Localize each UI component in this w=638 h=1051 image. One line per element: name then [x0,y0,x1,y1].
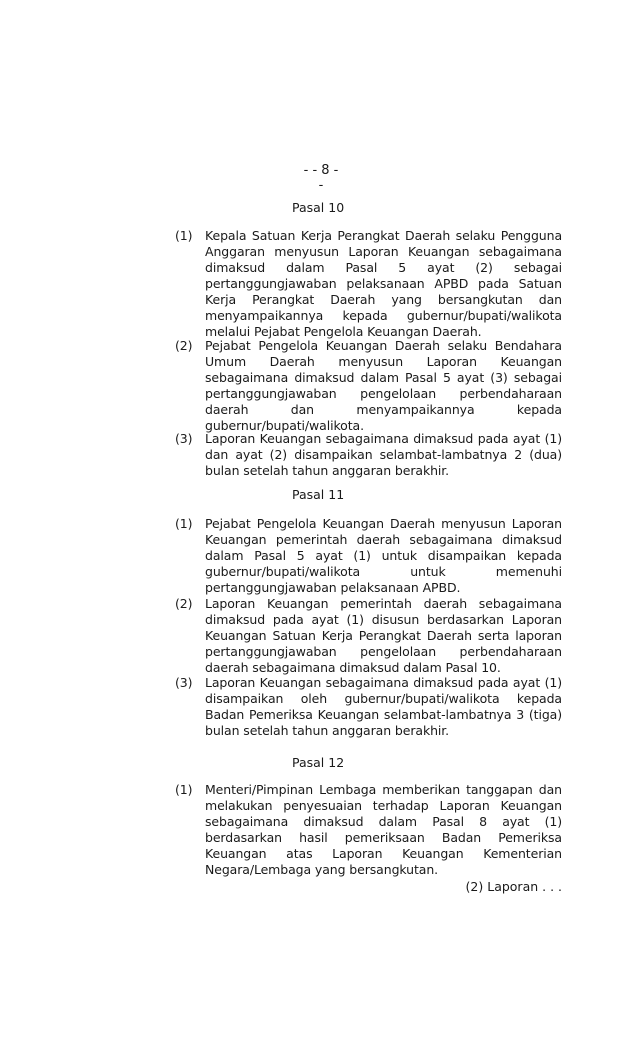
pasal-11-heading: Pasal 11 [292,487,345,502]
clause-text: Laporan Keuangan sebagaimana dimaksud pada ayat (1) dan ayat (2) disampaikan selambat-lambatnya 2 (dua) bulan setelah tahun anggaran berakhir. [205,431,562,478]
clause-text: Pejabat Pengelola Keuangan Daerah menyusun Laporan Keuangan pemerintah daerah sebagaimana dimaksud dalam Pasal 5 ayat (1) untuk disampaikan kepada gubernur/bupati/walikota untuk memenuhi pertanggungjawaban pelaksanaan APBD. [205,516,562,595]
clause-number: (2) [175,596,193,611]
continuation-marker: (2) Laporan . . . [465,879,562,894]
page-number-tail: - [318,178,324,193]
clause-text: Menteri/Pimpinan Lembaga memberikan tanggapan dan melakukan penyesuaian terhadap Laporan Keuangan sebagaimana dimaksud dalam Pasal 8 ayat (1) berdasarkan hasil pemeriksaan Badan Pemeriksa Keuangan atas Laporan Keuangan Kementerian Negara/Lembaga yang bersangkutan. [205,782,562,877]
pasal-10-clause-2 [175,338,562,434]
pasal-10-heading: Pasal 10 [292,200,345,215]
pasal-10-clause-1 [175,228,562,340]
clause-number: (1) [175,228,193,243]
pasal-11-clause-2 [175,596,562,676]
pasal-12-heading: Pasal 12 [292,755,345,770]
page-number-main: - - 8 - [303,163,339,178]
pasal-10-clause-3 [175,431,562,479]
pasal-11-clause-1 [175,516,562,596]
clause-text: Kepala Satuan Kerja Perangkat Daerah selaku Pengguna Anggaran menyusun Laporan Keuangan sebagaimana dimaksud dalam Pasal 5 ayat (2) sebagai pertanggungjawaban pelaksanaan APBD pada Satuan Kerja Perangkat Daerah yang bersangkutan dan menyampaikannya kepada gubernur/bupati/walikota melalui Pejabat Pengelola Keuangan Daerah. [205,228,562,339]
clause-text: Laporan Keuangan pemerintah daerah sebagaimana dimaksud pada ayat (1) disusun berdasarkan Laporan Keuangan Satuan Kerja Perangkat Daerah serta laporan pertanggungjawaban pengelolaan perbendaharaan daerah sebagaimana dimaksud dalam Pasal 10. [205,596,562,675]
clause-text: Laporan Keuangan sebagaimana dimaksud pada ayat (1) disampaikan oleh gubernur/bupati/walikota kepada Badan Pemeriksa Keuangan selambat-lambatnya 3 (tiga) bulan setelah tahun anggaran berakhir. [205,675,562,738]
page-number [0,163,638,193]
clause-number: (2) [175,338,193,353]
pasal-12-clause-1 [175,782,562,878]
clause-number: (3) [175,675,193,690]
clause-number: (1) [175,782,193,797]
pasal-11-clause-3 [175,675,562,739]
clause-number: (3) [175,431,193,446]
clause-number: (1) [175,516,193,531]
clause-text: Pejabat Pengelola Keuangan Daerah selaku Bendahara Umum Daerah menyusun Laporan Keuangan sebagaimana dimaksud dalam Pasal 5 ayat (3) sebagai pertanggungjawaban pengelolaan perbendaharaan daerah dan menyampaikannya kepada gubernur/bupati/walikota. [205,338,562,433]
